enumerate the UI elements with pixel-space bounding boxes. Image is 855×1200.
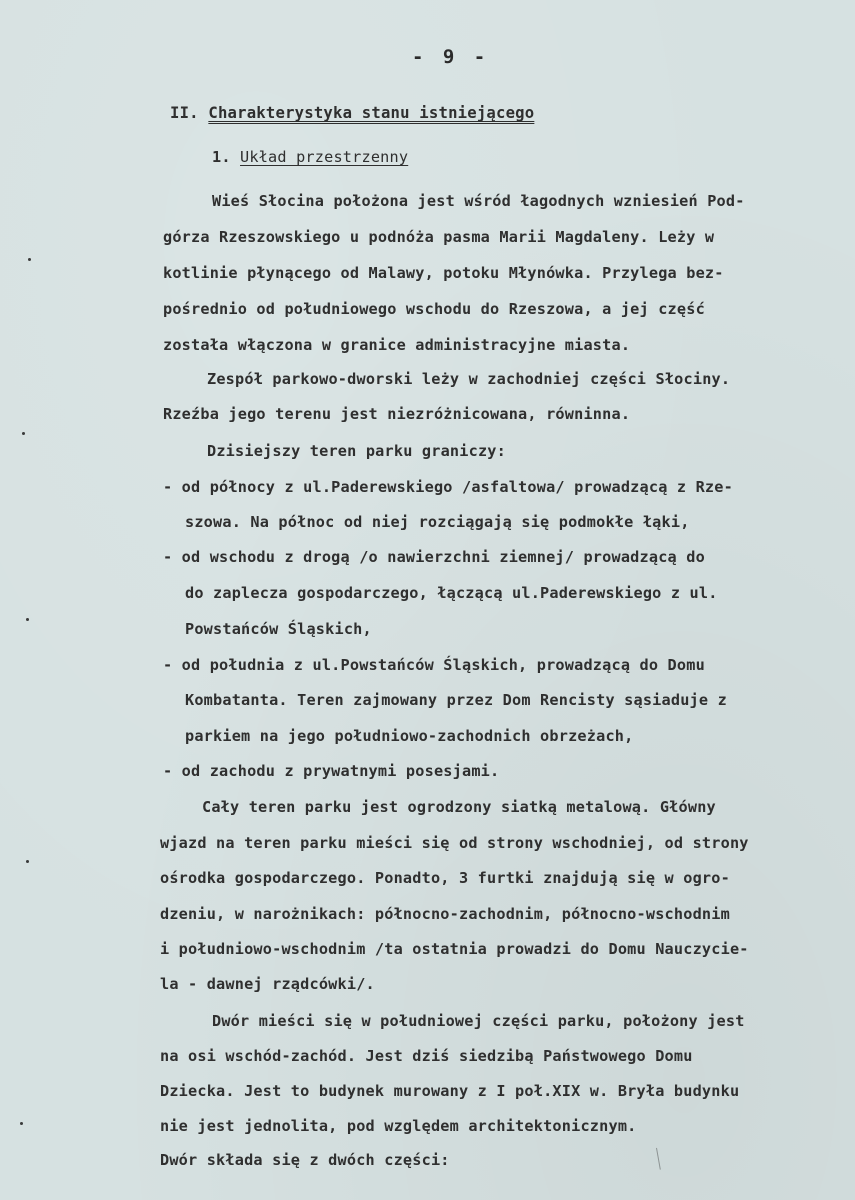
scan-mark xyxy=(28,258,31,261)
subheading xyxy=(212,148,408,166)
text-line-2: górza Rzeszowskiego u podnóża pasma Marii Magdaleny. Leży w xyxy=(163,228,715,246)
section-title: Charakterystyka stanu istniejącego xyxy=(208,104,535,122)
text-line-8: Dzisiejszy teren parku graniczy: xyxy=(207,442,506,460)
scan-mark xyxy=(26,618,29,621)
text-line-19: wjazd na teren parku mieści się od strony wschodniej, od strony xyxy=(160,834,749,852)
scan-mark xyxy=(20,1122,23,1125)
text-line-22: i południowo-wschodnim /ta ostatnia prowadzi do Domu Nauczycie- xyxy=(160,940,749,958)
text-line-12: do zaplecza gospodarczego, łączącą ul.Paderewskiego z ul. xyxy=(185,584,718,602)
text-line-6: Zespół parkowo-dworski leży w zachodniej części Słociny. xyxy=(207,370,731,388)
text-line-23: la - dawnej rządcówki/. xyxy=(160,975,375,993)
section-heading xyxy=(170,104,534,122)
text-line-25: na osi wschód-zachód. Jest dziś siedzibą Państwowego Domu xyxy=(160,1047,693,1065)
text-line-28: Dwór składa się z dwóch części: xyxy=(160,1151,450,1169)
text-line-26: Dziecka. Jest to budynek murowany z I poł.XIX w. Bryła budynku xyxy=(160,1082,740,1100)
text-line-14: - od południa z ul.Powstańców Śląskich, prowadzącą do Domu xyxy=(163,656,705,674)
text-line-13: Powstańców Śląskich, xyxy=(185,620,372,638)
scan-mark xyxy=(656,1148,661,1170)
section-number: II. xyxy=(170,104,199,122)
text-line-15: Kombatanta. Teren zajmowany przez Dom Rencisty sąsiaduje z xyxy=(185,691,727,709)
scan-mark xyxy=(22,432,25,435)
page-number: - 9 - xyxy=(412,46,490,68)
text-line-9: - od północy z ul.Paderewskiego /asfaltowa/ prowadzącą z Rze- xyxy=(163,478,733,496)
subheading-title: Układ przestrzenny xyxy=(240,148,409,166)
text-line-18: Cały teren parku jest ogrodzony siatką metalową. Główny xyxy=(202,798,716,816)
text-line-4: pośrednio od południowego wschodu do Rzeszowa, a jej część xyxy=(163,300,705,318)
text-line-24: Dwór mieści się w południowej części parku, położony jest xyxy=(212,1012,745,1030)
text-line-21: dzeniu, w narożnikach: północno-zachodnim, północno-wschodnim xyxy=(160,905,730,923)
subheading-number: 1. xyxy=(212,148,231,166)
text-line-1: Wieś Słocina położona jest wśród łagodnych wzniesień Pod- xyxy=(212,192,745,210)
text-line-7: Rzeźba jego terenu jest niezróżnicowana, równinna. xyxy=(163,405,631,423)
text-line-3: kotlinie płynącego od Malawy, potoku Młynówka. Przylega bez- xyxy=(163,264,724,282)
text-line-20: ośrodka gospodarczego. Ponadto, 3 furtki znajdują się w ogro- xyxy=(160,869,730,887)
text-line-16: parkiem na jego południowo-zachodnich obrzeżach, xyxy=(185,727,634,745)
text-line-5: została włączona w granice administracyjne miasta. xyxy=(163,336,631,354)
text-line-27: nie jest jednolita, pod względem architektonicznym. xyxy=(160,1117,637,1135)
text-line-11: - od wschodu z drogą /o nawierzchni ziemnej/ prowadzącą do xyxy=(163,548,705,566)
scan-mark xyxy=(26,860,29,863)
text-line-17: - od zachodu z prywatnymi posesjami. xyxy=(163,762,500,780)
text-line-10: szowa. Na północ od niej rozciągają się podmokłe łąki, xyxy=(185,513,690,531)
